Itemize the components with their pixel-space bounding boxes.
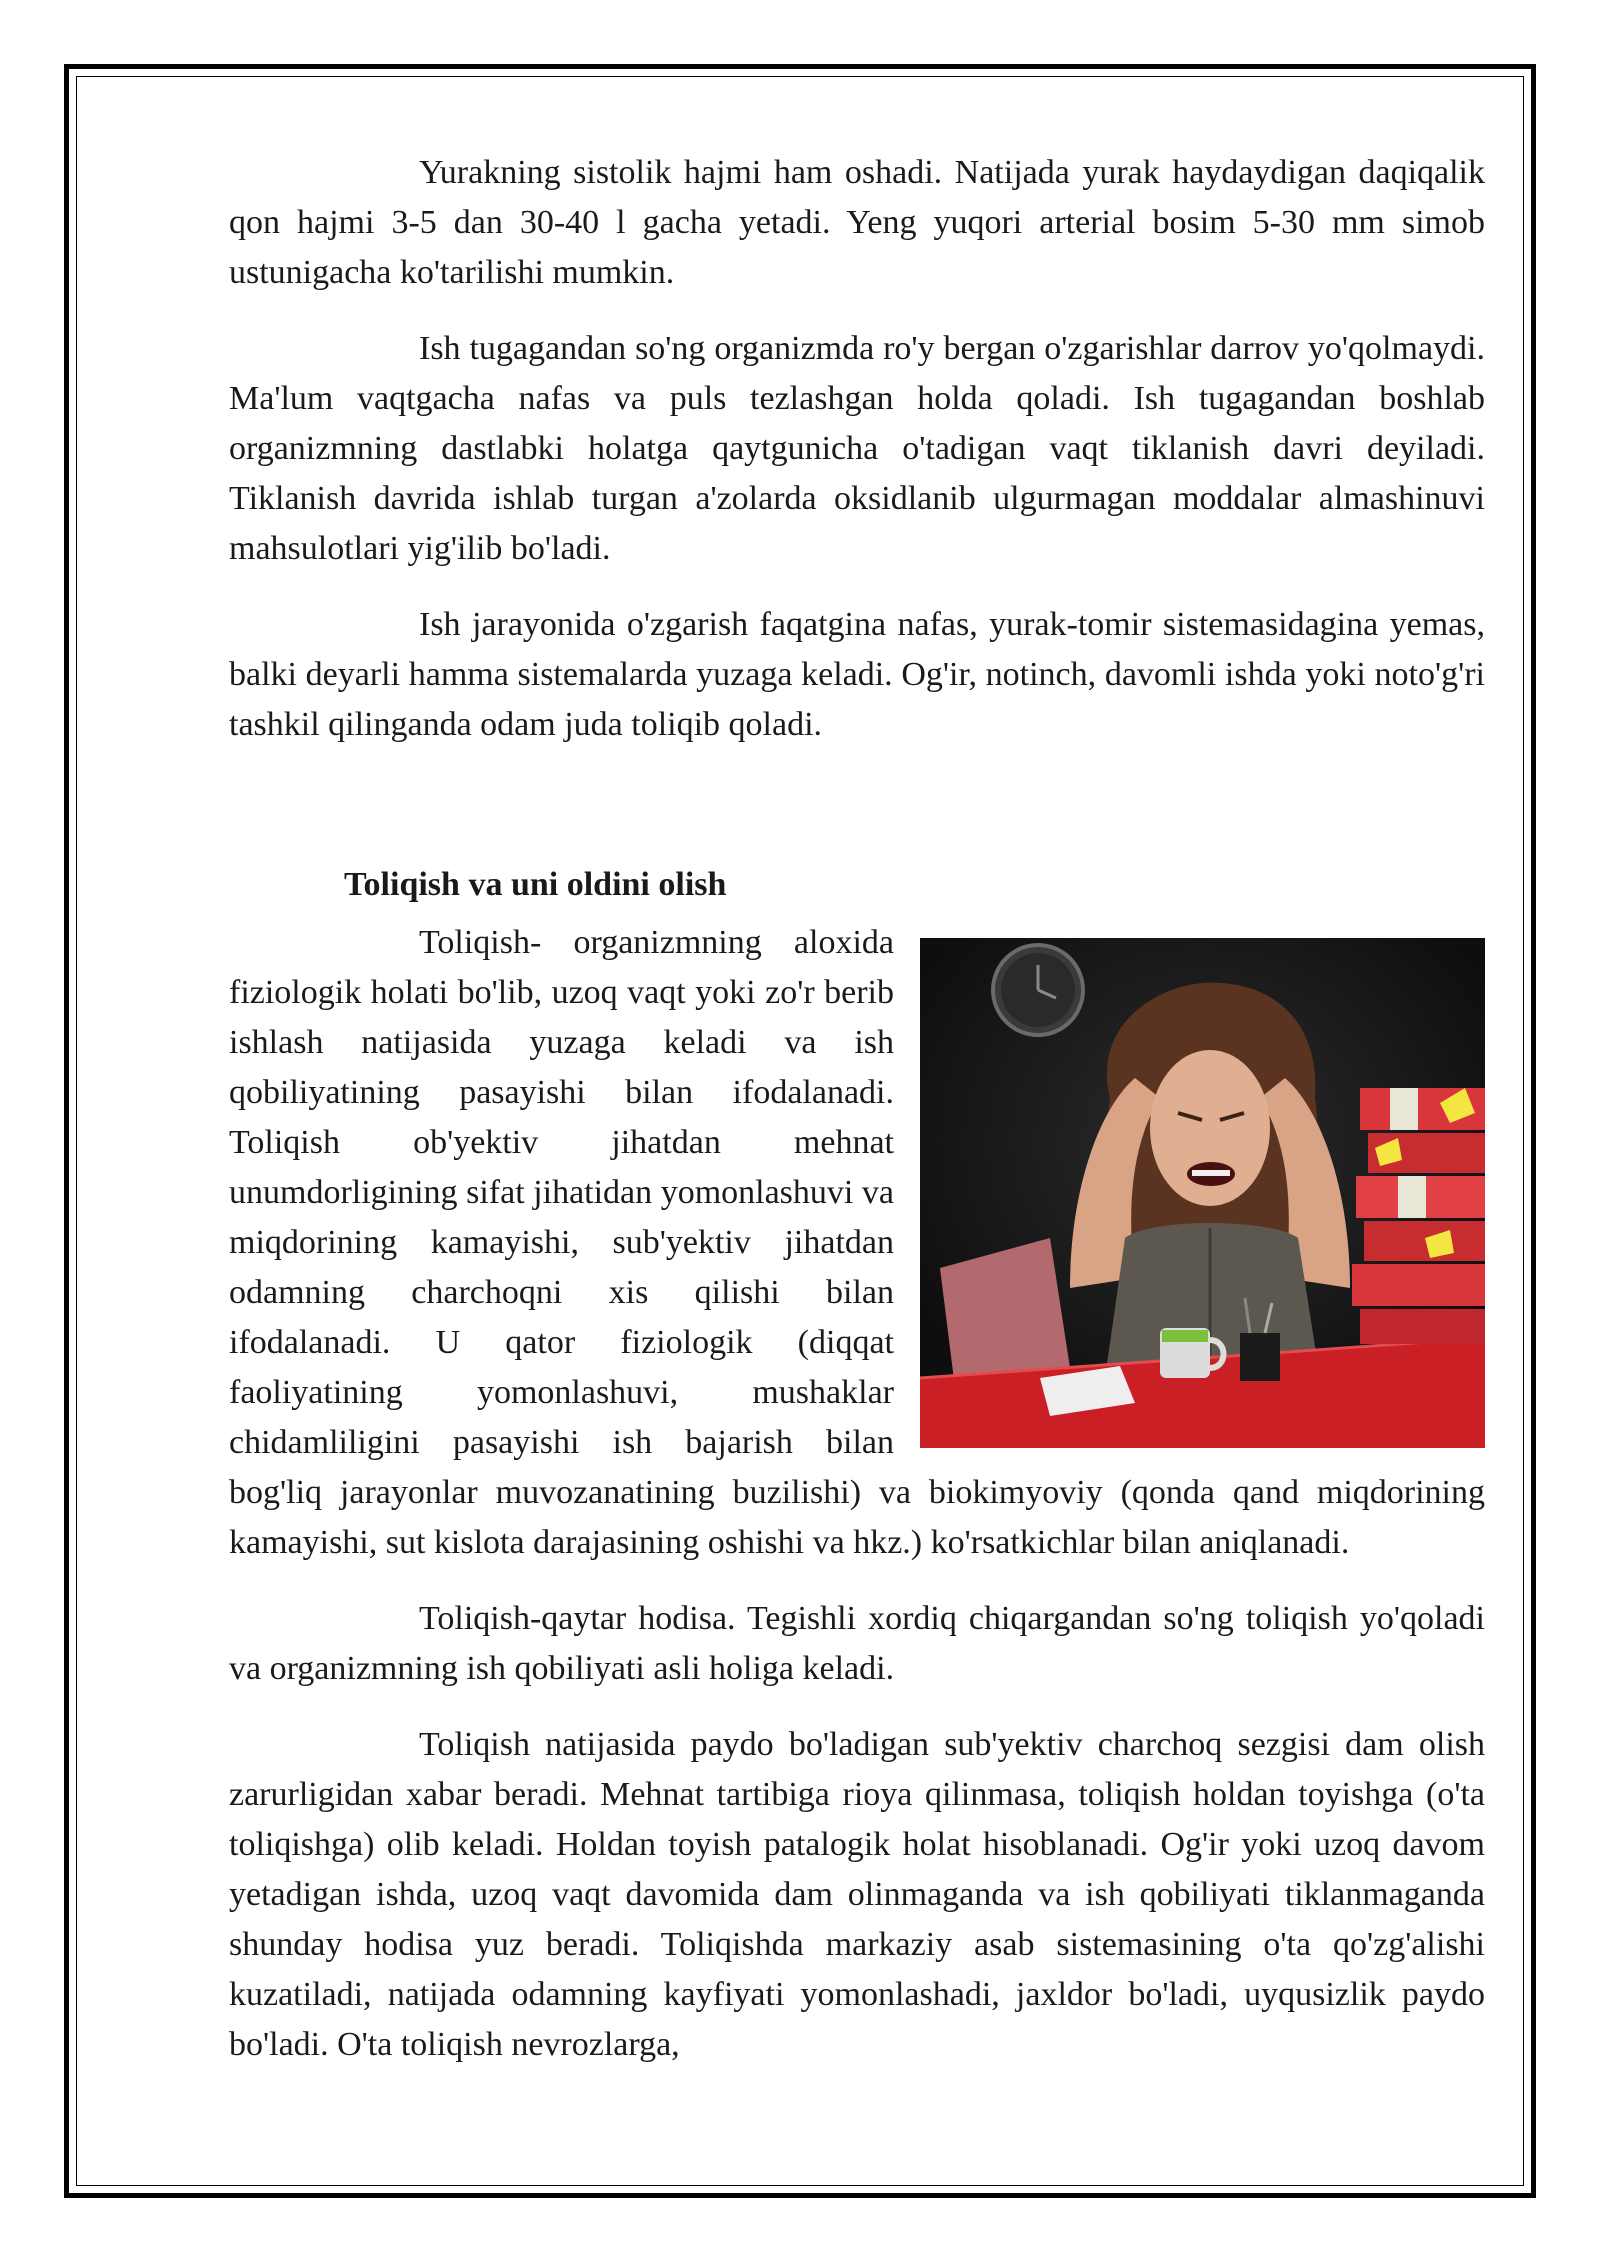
paragraph: Toliqish natijasida paydo bo'ladigan sub'yektiv charchoq sezgisi dam olish zarurligidan xabar beradi. Mehnat tartibiga rioya qilinmasa, toliqish holdan toyishga (o'ta toliqishga) olib keladi. Holdan toyish patalogik holat hisoblanadi. Og'ir yoki uzoq davom yetadigan ishda, uzoq vaqt davomida dam olinmaganda va ish qobiliyati tiklanmaganda shunday hodisa yuz beradi. Toliqishda markaziy asab sistemasining o'ta qo'zg'alishi kuzatiladi, natijada odamning kayfiyati yomonlashadi, jaxldor bo'ladi, uyqusizlik paydo bo'ladi. O'ta toliqish nevrozlarga,	[229, 1726, 1485, 2063]
stressed-woman-photo	[920, 938, 1485, 1448]
section-heading: Toliqish va uni oldini olish	[344, 866, 727, 903]
paragraph: Ish jarayonida o'zgarish faqatgina nafas, yurak-tomir sistemasidagina yemas, balki deyarli hamma sistemalarda yuzaga keladi. Og'ir, notinch, davomli ishda yoki noto'g'ri tashkil qilinganda odam juda toliqib qoladi.	[229, 606, 1485, 743]
folders-stack-icon	[1352, 1088, 1485, 1344]
clock-icon	[993, 945, 1083, 1035]
document-page	[229, 148, 1485, 2096]
paragraph: Yurakning sistolik hajmi ham oshadi. Natijada yurak haydaydigan daqiqalik qon hajmi 3-5 dan 30-40 l gacha yetadi. Yeng yuqori arterial bosim 5-30 mm simob ustunigacha ko'tarilishi mumkin.	[229, 154, 1485, 291]
paragraph: Toliqish- organizmning aloxida fiziologik holati bo'lib, uzoq vaqt yoki zo'r berib ishlash natijasida yuzaga keladi va ish qobiliyatining pasayishi bilan ifodalanadi. Toliqish ob'yektiv jihatdan mehnat unumdorligining sifat jihatidan yomonlashuvi va miqdorining kamayishi, sub'yektiv jihatdan odamning charchoqni xis qilishi bilan ifodalanadi. U qator fiziologik (diqqat faoliyatining yomonlashuvi, mushaklar chidamliligini pasayishi ish bajarish bilan bog'liq jarayonlar muvozanatining buzilishi) va biokimyoviy (qonda qand miqdorining kamayishi, sut kislota darajasining oshishi va hkz.) ko'rsatkichlar bilan aniqlanadi.	[229, 924, 1485, 1561]
paragraph: Toliqish-qaytar hodisa. Tegishli xordiq chiqargandan so'ng toliqish yo'qoladi va organizmning ish qobiliyati asli holiga keladi.	[229, 1600, 1485, 1687]
paragraph: Ish tugagandan so'ng organizmda ro'y bergan o'zgarishlar darrov yo'qolmaydi. Ma'lum vaqtgacha nafas va puls tezlashgan holda qoladi. Ish tugagandan boshlab organizmning dastlabki holatga qaytgunicha o'tadigan vaqt tiklanish davri deyiladi. Tiklanish davrida ishlab turgan a'zolarda oksidlanib ulgurmagan moddalar almashinuvi mahsulotlari yig'ilib bo'ladi.	[229, 330, 1485, 567]
